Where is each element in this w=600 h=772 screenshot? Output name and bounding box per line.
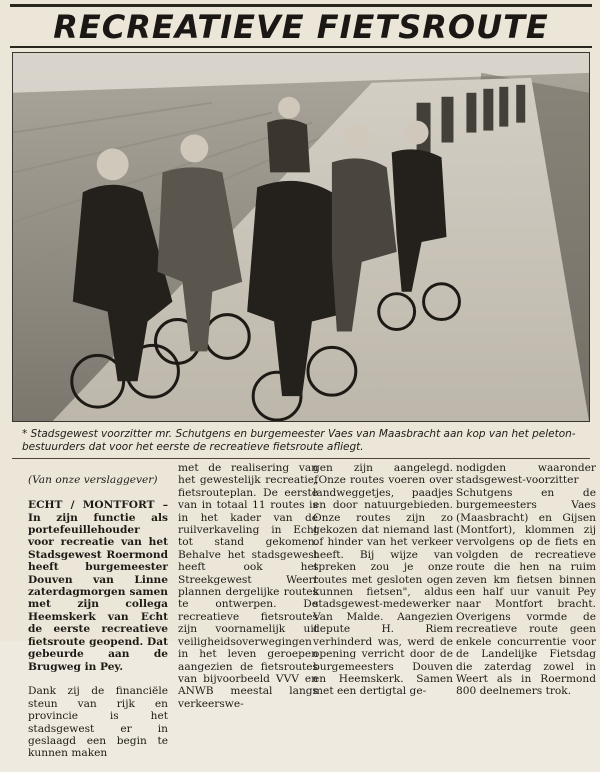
cyclists-photo [12, 52, 590, 422]
headline: RECREATIEVE FIETSROUTE [10, 4, 592, 48]
lead-paragraph: ECHT / MONTFORT – In zijn functie als portefeuillehouder voor recreatie van het Stadsgewest Roermond heeft burgemeester Douven van Linne zaterdagmorgen samen met zijn collega Heemskerk van Echt de eerste recreatieve fietsroute geopend. Dat gebeurde aan de Brugweg in Pey. [28, 499, 168, 673]
article-column-3: gen zijn aangelegd. „Onze routes voeren over landweggetjes, paadjes en door natuurgebieden. Onze routes zijn zo gekozen dat niemand last of hinder van het verkeer heeft. Bij wijze van spreken zou je onze routes met gesloten ogen kunnen fietsen", aldus stadsgewest-medewerker Van Malde. Aangezien depute H. Riem verhinderd was, werd de opening verricht door de burgemeesters Douven en Heemskerk. Samen met een dertigtal ge- [313, 462, 453, 698]
cyclists-photo-illustration [13, 53, 589, 421]
photo-caption: * Stadsgewest voorzitter mr. Schutgens en burgemeester Vaes van Maasbracht aan kop van het peleton-bestuurders dat voor het eerste de recreatieve fietsroute afliegt. [22, 428, 576, 453]
article-column-1 [28, 462, 168, 772]
divider [12, 458, 590, 459]
article-column-2: met de realisering van het gewestelijk recreatief fietsrouteplan. De eerste van in totaal 11 routes is in het kader van de ruilverkaveling in Echt tot stand gekomen. Behalve het stadsgewest heeft ook het Streekgewest Weert plannen dergelijke routes te ontwerpen. De recreatieve fietsroutes zijn voornamelijk uit veiligheidsoverwegingen in het leven geroepen aangezien de fietsroutes van bijvoorbeeld VVV en ANWB meestal langs verkeerswe- [178, 462, 318, 710]
body-paragraph: Dank zij de financiële steun van rijk en provincie is het stadsgewest er in geslaagd een begin te kunnen maken [28, 685, 168, 760]
article-column-4: nodigden waaronder stadsgewest-voorzitter Schutgens en de burgemeesters Vaes (Maasbracht) en Gijsen (Montfort), klommen zij vervolgens op de fiets en volgden de recreatieve route die hen na ruim zeven km fietsen binnen een half uur vanuit Pey naar Montfort bracht. Overigens vormde de recreatieve route geen enkele concurrentie voor de Landelijke Fietsdag die zaterdag zowel in Weert als in Roermond 800 deelnemers trok. [456, 462, 596, 698]
byline: (Van onze verslaggever) [28, 474, 158, 487]
